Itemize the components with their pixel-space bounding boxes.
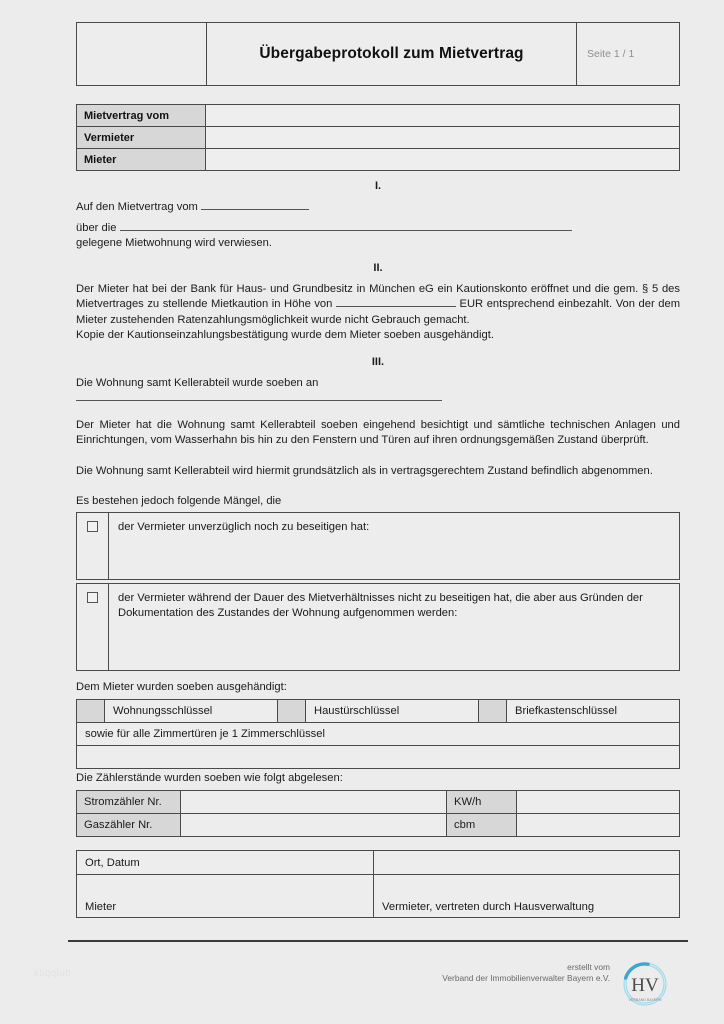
parties-label-contract-date: Mietvertrag vom <box>77 105 206 126</box>
meter-number-gas[interactable] <box>181 814 447 836</box>
section-one-line-2 <box>76 221 680 236</box>
header-title-cell <box>207 23 577 85</box>
section-two-text-a: Der Mieter hat bei der Bank für Haus- und Grundbesitz in München eG ein Kautionskonto eröffnet und die gem. § 5 des Mietvertrages zu stellende Mietkaution in Höhe von <box>76 283 680 311</box>
checkbox-icon[interactable] <box>87 592 98 603</box>
table-row <box>77 746 679 769</box>
signature-field-place-date[interactable] <box>374 851 679 874</box>
section-one-line-2-label: über die <box>76 222 117 234</box>
keys-extra-field[interactable] <box>77 746 679 768</box>
meter-label-gas: Gaszähler Nr. <box>77 814 181 836</box>
parties-label-landlord: Vermieter <box>77 127 206 148</box>
section-two-text-b: EUR entsprechend einbezahlt. Von der dem Mieter zustehenden Ratenzahlungsmöglichkeit wurde nicht Gebrauch gemacht. <box>76 298 681 326</box>
keys-intro: Dem Mieter wurden soeben ausgehändigt: <box>76 681 287 693</box>
key-quantity-mailbox[interactable] <box>479 700 507 722</box>
document-header <box>76 22 680 86</box>
meter-number-electricity[interactable] <box>181 791 447 813</box>
defect-text-documented: der Vermieter während der Dauer des Mietverhältnisses nicht zu beseitigen hat, die aber aus Gründen der Dokumentation des Zustandes der Wohnung aufgenommen werden: <box>118 592 643 620</box>
table-row <box>77 875 679 918</box>
meter-unit-gas: cbm <box>447 814 517 836</box>
meter-unit-electricity: KW/h <box>447 791 517 813</box>
meters-intro: Die Zählerstände wurden soeben wie folgt abgelesen: <box>76 772 343 784</box>
table-row <box>77 791 679 814</box>
association-logo <box>618 958 672 1012</box>
table-row <box>77 723 679 746</box>
address-blank[interactable] <box>120 230 572 231</box>
parties-field-landlord[interactable] <box>206 127 679 148</box>
table-row <box>77 851 679 875</box>
page-title: Übergabeprotokoll zum Mietvertrag <box>259 45 524 62</box>
signature-label-place-date: Ort, Datum <box>77 851 374 874</box>
section-numeral-one: I. <box>374 180 382 192</box>
document-page <box>34 0 681 1024</box>
header-logo-cell <box>77 23 207 85</box>
meter-reading-gas[interactable] <box>517 814 679 836</box>
section-numeral-three: III. <box>371 356 385 368</box>
table-row <box>77 814 679 837</box>
signature-label-landlord[interactable]: Vermieter, vertreten durch Hausverwaltung <box>382 901 595 913</box>
page-indicator: Seite 1 / 1 <box>587 48 635 60</box>
section-numeral-two: II. <box>373 262 383 274</box>
page-watermark: kliqqiub <box>34 968 72 979</box>
keys-note: sowie für alle Zimmertüren je 1 Zimmerschlüssel <box>85 728 325 740</box>
defect-checkbox-cell-documented[interactable] <box>77 584 109 670</box>
meter-reading-electricity[interactable] <box>517 791 679 813</box>
section-three-paragraph-1: Der Mieter hat die Wohnung samt Kellerabteil soeben eingehend besichtigt und sämtliche technischen Anlagen und Einrichtungen, vom Wasserhahn bis hin zu den Fenstern und Türen auf ihren ordnungsgemäßen Zustand überprüft. <box>76 419 680 447</box>
key-quantity-apartment[interactable] <box>77 700 105 722</box>
parties-table <box>76 104 680 171</box>
key-label-mailbox: Briefkastenschlüssel <box>515 705 617 717</box>
parties-field-contract-date[interactable] <box>206 105 679 126</box>
table-row <box>77 127 679 149</box>
table-row <box>77 105 679 127</box>
svg-text:VERBAND BAYERN: VERBAND BAYERN <box>628 998 662 1002</box>
section-one-line-3: gelegene Mietwohnung wird verwiesen. <box>76 237 272 249</box>
contract-date-blank[interactable] <box>201 209 309 210</box>
footer-credit-line-2: Verband der Immobilienverwalter Bayern e.V. <box>442 973 610 983</box>
section-one-line-1 <box>76 200 680 215</box>
section-three-line-1 <box>76 376 680 407</box>
parties-label-tenant: Mieter <box>77 149 206 170</box>
deposit-amount-blank[interactable] <box>336 306 456 307</box>
defect-checkbox-cell-immediate[interactable] <box>77 513 109 579</box>
key-label-front-door: Haustürschlüssel <box>306 700 479 722</box>
footer-divider <box>68 940 688 942</box>
signature-table <box>76 850 680 918</box>
parties-field-tenant[interactable] <box>206 149 679 170</box>
section-two-paragraph-2: Kopie der Kautionseinzahlungsbestätigung wurde dem Mieter soeben ausgehändigt. <box>76 329 494 341</box>
checkbox-icon[interactable] <box>87 521 98 532</box>
handover-recipient-blank[interactable] <box>76 400 442 401</box>
keys-table <box>76 699 680 769</box>
footer-credit-line-1: erstellt vom <box>567 962 610 972</box>
table-row <box>77 700 679 723</box>
header-page-cell <box>577 23 679 85</box>
signature-label-tenant[interactable]: Mieter <box>77 875 374 917</box>
defect-box-immediate <box>76 512 680 580</box>
table-row <box>77 149 679 171</box>
key-label-apartment: Wohnungsschlüssel <box>105 700 278 722</box>
section-three-line-1-label: Die Wohnung samt Kellerabteil wurde soeben an <box>76 377 319 389</box>
defect-box-documented <box>76 583 680 671</box>
defect-text-immediate: der Vermieter unverzüglich noch zu beseitigen hat: <box>118 521 370 533</box>
hv-logo-icon <box>618 958 672 1012</box>
key-quantity-front-door[interactable] <box>278 700 306 722</box>
meters-table <box>76 790 680 837</box>
section-one-line-1-label: Auf den Mietvertrag vom <box>76 201 198 213</box>
footer-credit <box>442 962 610 984</box>
section-two-paragraph-1 <box>76 282 680 328</box>
section-three-paragraph-3: Es bestehen jedoch folgende Mängel, die <box>76 495 282 507</box>
meter-label-electricity: Stromzähler Nr. <box>77 791 181 813</box>
svg-text:HV: HV <box>631 975 659 996</box>
section-three-paragraph-2: Die Wohnung samt Kellerabteil wird hiermit grundsätzlich als in vertragsgerechtem Zustand befindlich abgenommen. <box>76 465 653 477</box>
